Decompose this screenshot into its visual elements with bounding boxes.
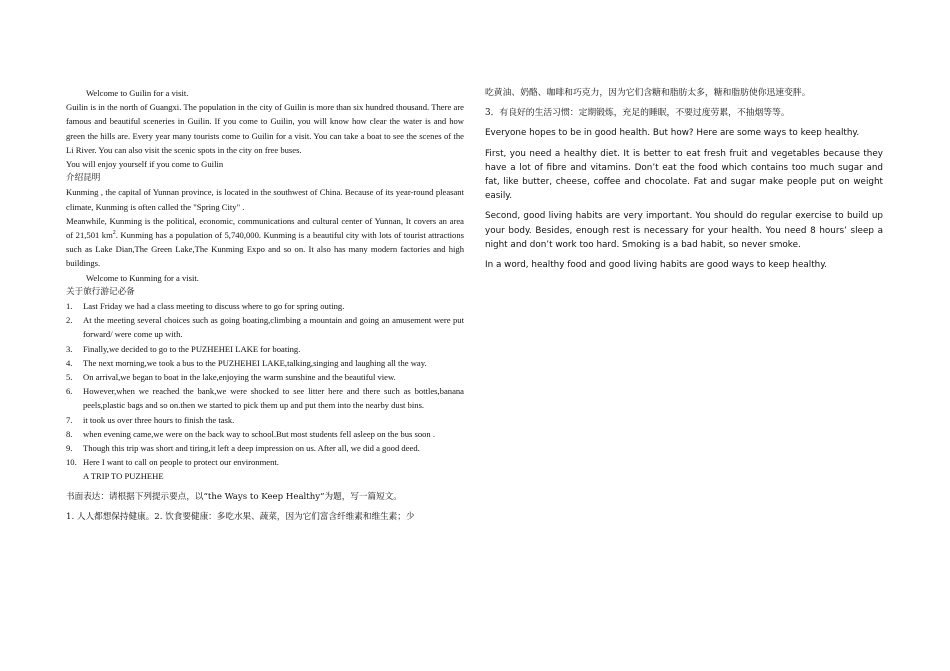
guilin-welcome: Welcome to Guilin for a visit. — [86, 88, 189, 98]
writing-task-points-continued: 吃黄油、奶酪、咖啡和巧克力，因为它们含糖和脂肪太多，糖和脂肪使你迅速变胖。 — [485, 88, 811, 98]
list-item — [66, 455, 464, 469]
right-column — [485, 86, 883, 278]
kunming-paragraph-2 — [66, 214, 464, 271]
list-item — [66, 313, 464, 341]
list-item — [66, 441, 464, 455]
left-column — [66, 86, 464, 524]
list-item-text: Though this trip was short and tiring,it left a deep impression on us. After all, we did a good deed. — [83, 443, 420, 454]
kunming-heading: 介绍昆明 — [66, 173, 101, 184]
list-item-text: when evening came,we were on the back way to school.But most students fell asleep on the bus soon . — [83, 428, 436, 439]
list-item-text: Last Friday we had a class meeting to discuss where to go for spring outing. — [83, 301, 345, 312]
list-item — [66, 342, 464, 356]
kunming-paragraph-2-part-1: Meanwhile, Kunming is the political, economic, communications and cultural center of Yunnan, It covers an area of 21,501 km — [66, 215, 464, 241]
list-item-number: 6. — [66, 386, 73, 397]
list-item-text: At the meeting several choices such as going boating,climbing a mountain and going an amusement were put forward/ were come up with. — [83, 315, 464, 340]
list-item — [66, 356, 464, 370]
writing-task-point-3: 3．有良好的生活习惯：定期锻炼，充足的睡眠，不要过度劳累，不抽烟等等。 — [485, 108, 790, 119]
kunming-welcome: Welcome to Kunming for a visit. — [86, 272, 199, 283]
essay-paragraph: Everyone hopes to be in good health. But how? Here are some ways to keep healthy. — [485, 128, 860, 139]
list-item-text: The next morning,we took a bus to the PUZHEHEI LAKE,talking,singing and laughing all the way. — [83, 357, 427, 368]
list-item — [66, 299, 464, 313]
list-item — [66, 370, 464, 384]
guilin-enjoy-line: You will enjoy yourself if you come to Guilin — [66, 159, 224, 170]
list-item-text: Here I want to call on people to protect our environment. — [83, 457, 279, 468]
list-item-number: 5. — [66, 372, 73, 383]
essay-paragraph: In a word, healthy food and good living habits are good ways to keep healthy. — [485, 260, 827, 271]
list-item-number: 3. — [66, 343, 73, 354]
list-item — [66, 413, 464, 427]
writing-task-prompt: 书面表达：请根据下列提示要点，以“the Ways to Keep Healthy”为题，写一篇短文。 — [66, 491, 402, 502]
guilin-paragraph: Guilin is in the north of Guangxi. The population in the city of Guilin is more than six hundred thousand. There are famous and beautiful sceneries in Guilin. If you come to Guilin, you will know how clear the water is and how green the hills are. Every year many tourists come to Guilin for a visit. You can take a boat to see the scenes of the Li River. You can also visit the scenic spots in the city on free buses. — [66, 102, 464, 155]
essay-paragraph: First, you need a healthy diet. It is better to eat fresh fruit and vegetables because they have a lot of fibre and vitamins. Don’t eat the food which contains too much sugar and fat, like butter, cheese, coffee and chocolate. Fat and sugar make people put on weight easily. — [485, 148, 883, 202]
writing-task-points: 1. 人人都想保持健康。2. 饮食要健康：多吃水果、蔬菜，因为它们富含纤维素和维生素；少 — [66, 511, 415, 522]
essay-paragraph: Second, good living habits are very important. You should do regular exercise to build up your body. Besides, enough rest is necessary for your health. You need 8 hours’ sleep a night and don’t work too hard. Smoking is a bad habit, so never smoke. — [485, 211, 883, 250]
kunming-paragraph-1: Kunming , the capital of Yunnan province, is located in the southwest of China. Because of its year-round pleasant climate, Kunming is often called the "Spring City" . — [66, 187, 464, 212]
list-item-number: 1. — [66, 301, 73, 312]
list-item-number: 4. — [66, 357, 73, 368]
list-item-number: 10. — [66, 457, 77, 468]
list-item — [66, 427, 464, 441]
list-item-number: 7. — [66, 414, 73, 425]
list-item-number: 2. — [66, 315, 73, 326]
list-item — [66, 384, 464, 412]
list-item-text: it took us over three hours to finish the task. — [83, 414, 235, 425]
list-item-text: Finally,we decided to go to the PUZHEHEI LAKE for boating. — [83, 343, 301, 354]
list-item-text: On arrival,we began to boat in the lake,enjoying the warm sunshine and the beautiful view. — [83, 372, 396, 383]
travel-sentence-list — [66, 299, 464, 469]
area-exponent: 2 — [112, 230, 116, 237]
list-item-number: 9. — [66, 443, 73, 454]
list-item-number: 8. — [66, 428, 73, 439]
trip-title: A TRIP TO PUZHEHE — [83, 471, 164, 482]
travel-heading: 关于旅行游记必备 — [66, 286, 135, 297]
kunming-paragraph-2-part-2: . Kunming has a population of 5,740,000. Kunming is a beautiful city with lots of tourist attractions such as Lake Dian,The Green Lake,The Kunming Expo and so on. It also has many modern factories and high buildings. — [66, 230, 464, 269]
list-item-text: However,when we reached the bank,we were shocked to see litter here and there such as bottles,banana peels,plastic bags and so on.then we started to pick them up and put them into the nearby dust bins. — [83, 386, 464, 411]
